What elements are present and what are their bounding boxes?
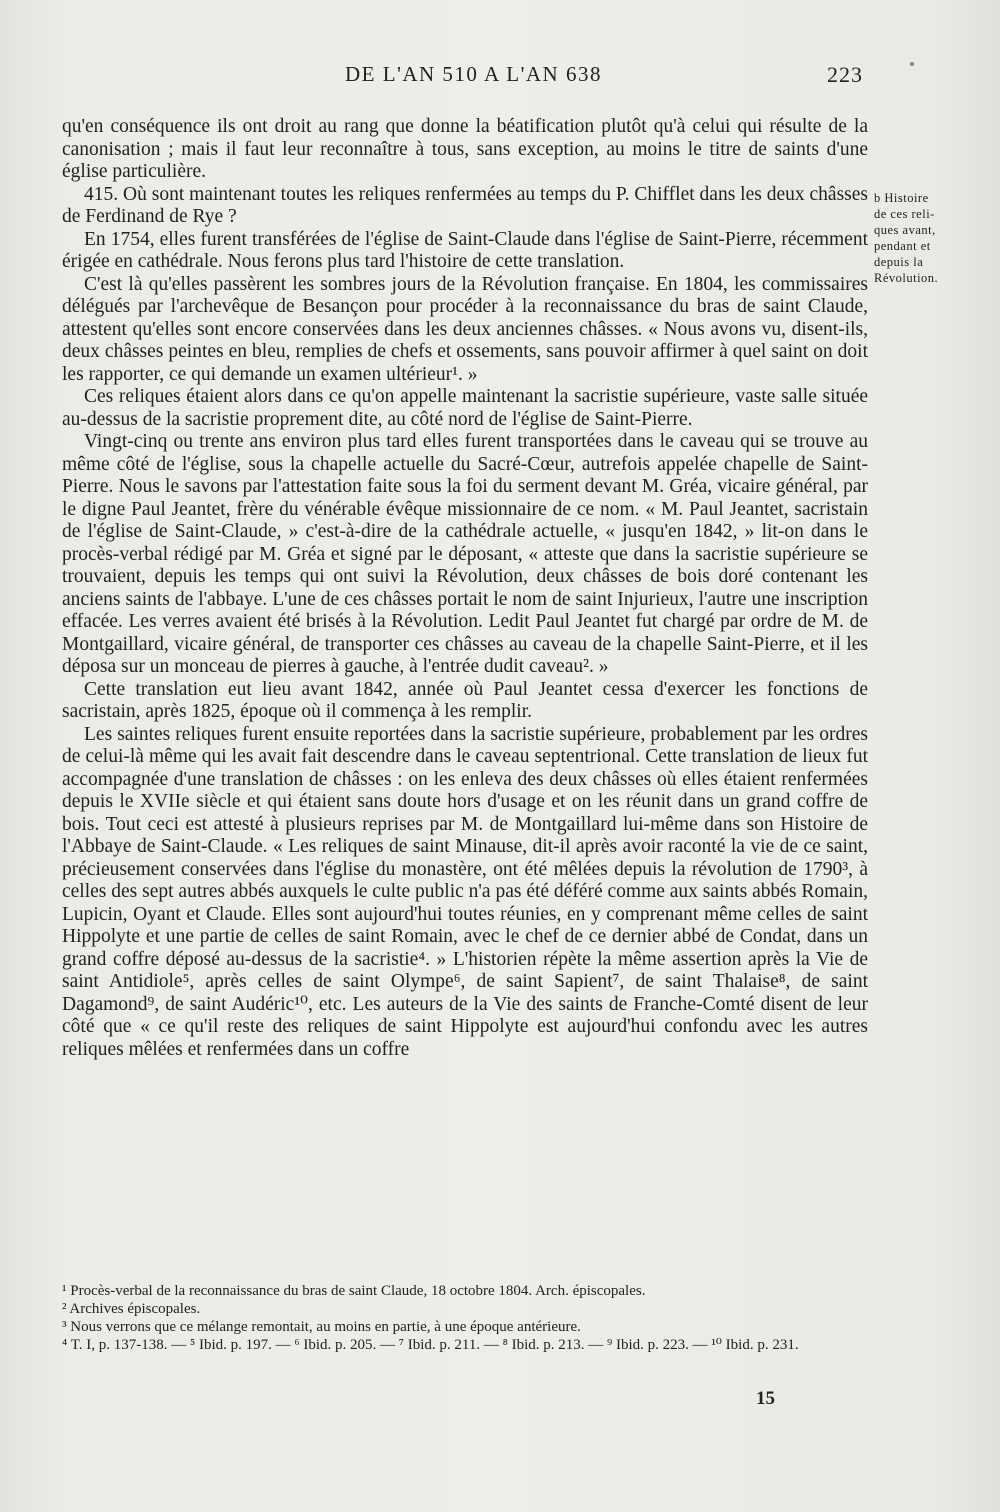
running-title: DE L'AN 510 A L'AN 638 — [345, 62, 602, 86]
paragraph: Vingt-cinq ou trente ans environ plus tard elles furent transportées dans le caveau qui se trouve au même côté de l'église, sous la chapelle actuelle du Sacré-Cœur, autrefois appelée chapelle de Saint-Pierre. Nous le savons par l'attestation faite sous la foi du serment devant M. Gréa, vicaire général, par le digne Paul Jeantet, frère du vénérable évêque missionnaire de ce nom. « M. Paul Jeantet, sacristain de l'église de Saint-Claude, » c'est-à-dire de la cathédrale actuelle, « jusqu'en 1842, » lit-on dans le procès-verbal rédigé par M. Gréa et signé par le déposant, « atteste que dans la sacristie supérieure se trouvaient, depuis les temps qui ont suivi la Révolution, deux châsses de bois doré contenant les anciens saints de l'abbaye. L'une de ces châsses portait le nom de saint Injurieux, l'autre une inscription effacée. Les verres avaient été brisés à la Révolution. Ledit Paul Jeantet fut chargé par ordre de M. de Montgaillard, vicaire général, de transporter ces châsses au caveau de la chapelle Saint-Pierre, et il les déposa sur un monceau de pierres à gauche, à l'entrée dudit caveau². » — [62, 431, 868, 677]
footnotes — [62, 1282, 868, 1354]
paragraph: Cette translation eut lieu avant 1842, année où Paul Jeantet cessa d'exercer les fonctions de sacristain, après 1825, époque où il commença à les remplir. — [62, 678, 868, 722]
page-header — [0, 62, 1000, 92]
footnote: ² Archives épiscopales. — [62, 1301, 201, 1317]
main-text — [62, 116, 868, 1061]
signature-mark: 15 — [756, 1388, 775, 1409]
paragraph: Ces reliques étaient alors dans ce qu'on appelle maintenant la sacristie supérieure, vaste salle située au-dessus de la sacristie proprement dite, au côté nord de l'église de Saint-Pierre. — [62, 386, 868, 430]
paragraph: C'est là qu'elles passèrent les sombres jours de la Révolution française. En 1804, les commissaires délégués par l'archevêque de Besançon pour procéder à la reconnaissance du bras de saint Claude, attestent qu'elles sont encore conservées dans les deux anciennes châsses. « Nous avons vu, disent-ils, deux châsses peintes en bleu, remplies de chefs et ossements, sans pouvoir affirmer à quel saint on doit les rapporter, ce qui demande un examen ultérieur¹. » — [62, 273, 868, 385]
paragraph: Les saintes reliques furent ensuite reportées dans la sacristie supérieure, probablement par les ordres de celui-là même qui les avait fait descendre dans le caveau septentrional. Cette translation de lieux fut accompagnée d'une translation de châsses : on les enleva des deux châsses où elles étaient renfermées depuis le XVIIe siècle et qui étaient sans doute hors d'usage et on les réunit dans un grand coffre de bois. Tout ceci est attesté à plusieurs reprises par M. de Montgaillard lui-même dans son Histoire de l'Abbaye de Saint-Claude. « Les reliques de saint Minause, dit-il après avoir raconté la vie de ce saint, précieusement conservées dans l'église du monastère, ont été mêlées depuis la révolution de 1790³, à celles des sept autres abbés auxquels le culte public n'a pas été déféré comme aux saints abbés Romain, Lupicin, Oyant et Claude. Elles sont aujourd'hui toutes réunies, en y comprenant même celles de saint Hippolyte et une partie de celles de saint Romain, avec le chef de ce dernier abbé de Condat, dans un grand coffre déposé au-dessus de la sacristie⁴. » L'historien répète la même assertion après la Vie de saint Antidiole⁵, après celles de saint Olympe⁶, de saint Sapient⁷, de saint Thalaise⁸, de saint Dagamond⁹, de saint Audéric¹⁰, etc. Les auteurs de la Vie des saints de Franche-Comté disent de leur côté que « ce qu'il reste des reliques de saint Hippolyte est aujourd'hui confondu avec les autres reliques mêlées et renfermées dans un coffre — [62, 723, 868, 1060]
paragraph: qu'en conséquence ils ont droit au rang que donne la béatification plutôt qu'à celui qui résulte de la canonisation ; mais il faut leur reconnaître à tous, sans exception, au moins le titre de saints d'une église particulière. — [62, 116, 868, 182]
footnote: ⁴ T. I, p. 137-138. — ⁵ Ibid. p. 197. — ⁶ Ibid. p. 205. — ⁷ Ibid. p. 211. — ⁸ Ibid. p. 213. — ⁹ Ibid. p. 223. — ¹⁰ Ibid. p. 231. — [62, 1337, 799, 1353]
paragraph: En 1754, elles furent transférées de l'église de Saint-Claude dans l'église de Saint-Pierre, récemment érigée en cathédrale. Nous ferons plus tard l'histoire de cette translation. — [62, 228, 868, 272]
margin-note: b Histoire de ces reli- ques avant, pendant et depuis la Révolution. — [874, 191, 939, 285]
footnote: ¹ Procès-verbal de la reconnaissance du bras de saint Claude, 18 octobre 1804. Arch. épiscopales. — [62, 1283, 646, 1299]
paragraph: 415. Où sont maintenant toutes les reliques renfermées au temps du P. Chifflet dans les deux châsses de Ferdinand de Rye ? — [62, 183, 868, 227]
footnote: ³ Nous verrons que ce mélange remontait, au moins en partie, à une époque antérieure. — [62, 1319, 581, 1335]
page-number: 223 — [827, 62, 863, 87]
